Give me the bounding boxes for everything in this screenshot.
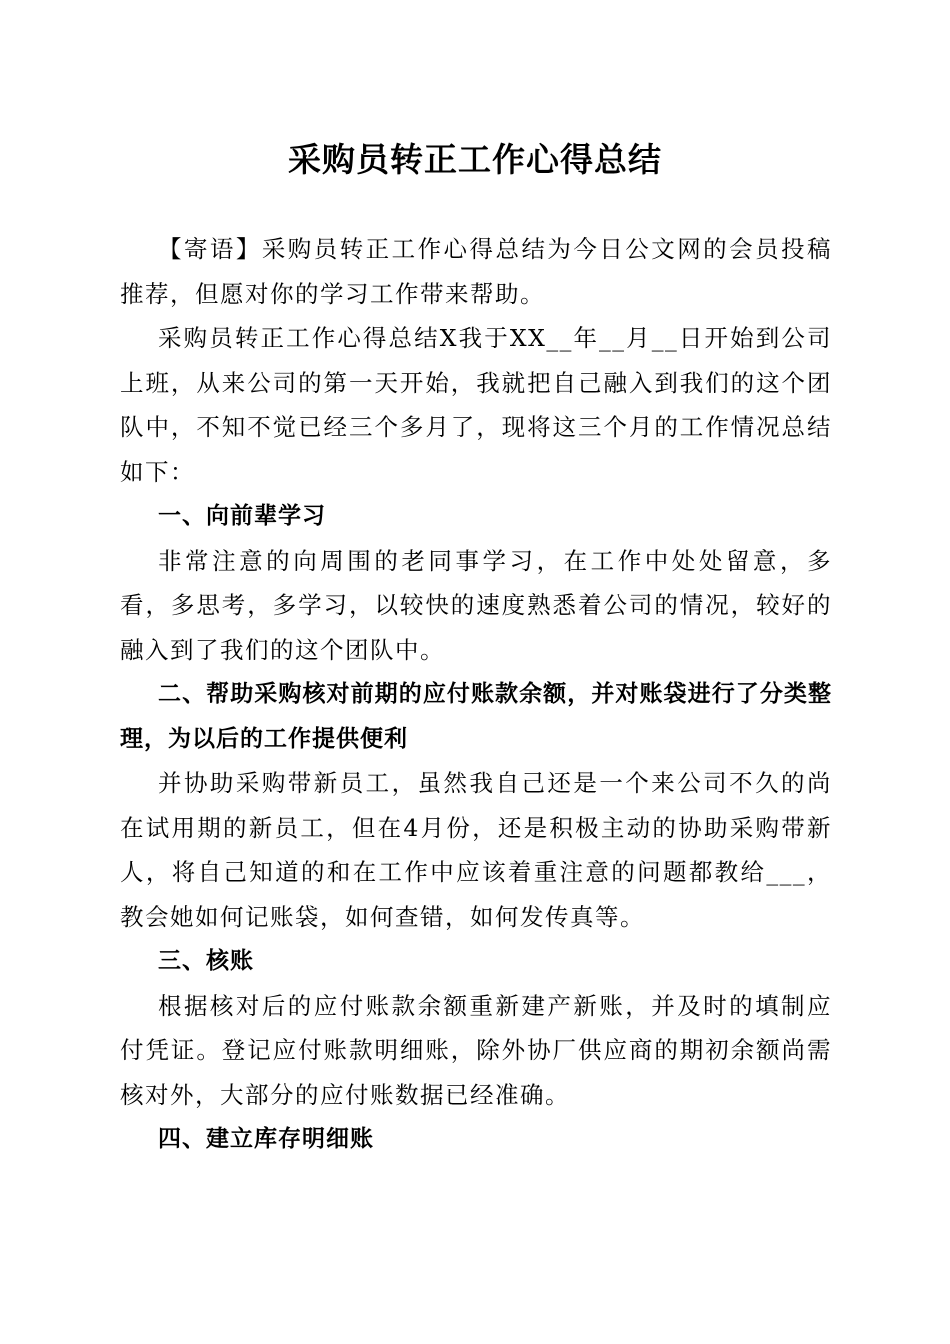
document-title: 采购员转正工作心得总结: [288, 140, 662, 179]
section-text-2: 并协助采购带新员工，虽然我自己还是一个来公司不久的尚在试用期的新员工，但在4月份，还是积极主动的协助采购带新人，将自己知道的和在工作中应该着重注意的问题都教给___，教会她如何记账袋，如何查错，如何发传真等。: [120, 769, 832, 931]
summary-paragraph: 采购员转正工作心得总结X我于XX__年__月__日开始到公司上班，从来公司的第一天开始，我就把自己融入到我们的这个团队中，不知不觉已经三个多月了，现将这三个月的工作情况总结如下：: [120, 324, 832, 486]
section-text-1: 非常注意的向周围的老同事学习，在工作中处处留意，多看，多思考，多学习，以较快的速度熟悉着公司的情况，较好的融入到了我们的这个团队中。: [120, 546, 832, 664]
section-heading-3: 三、核账: [158, 948, 254, 974]
intro-paragraph: 【寄语】采购员转正工作心得总结为今日公文网的会员投稿推荐，但愿对你的学习工作带来帮助。: [120, 235, 832, 308]
section-text-3: 根据核对后的应付账款余额重新建产新账，并及时的填制应付凭证。登记应付账款明细账，除外协厂供应商的期初余额尚需核对外，大部分的应付账数据已经准确。: [120, 991, 832, 1109]
section-heading-4: 四、建立库存明细账: [158, 1126, 374, 1152]
document-body: [120, 227, 832, 1162]
section-heading-1: 一、向前辈学习: [158, 503, 326, 529]
section-heading-2: 二、帮助采购核对前期的应付账款余额，并对账袋进行了分类整理，为以后的工作提供便利: [120, 681, 832, 752]
